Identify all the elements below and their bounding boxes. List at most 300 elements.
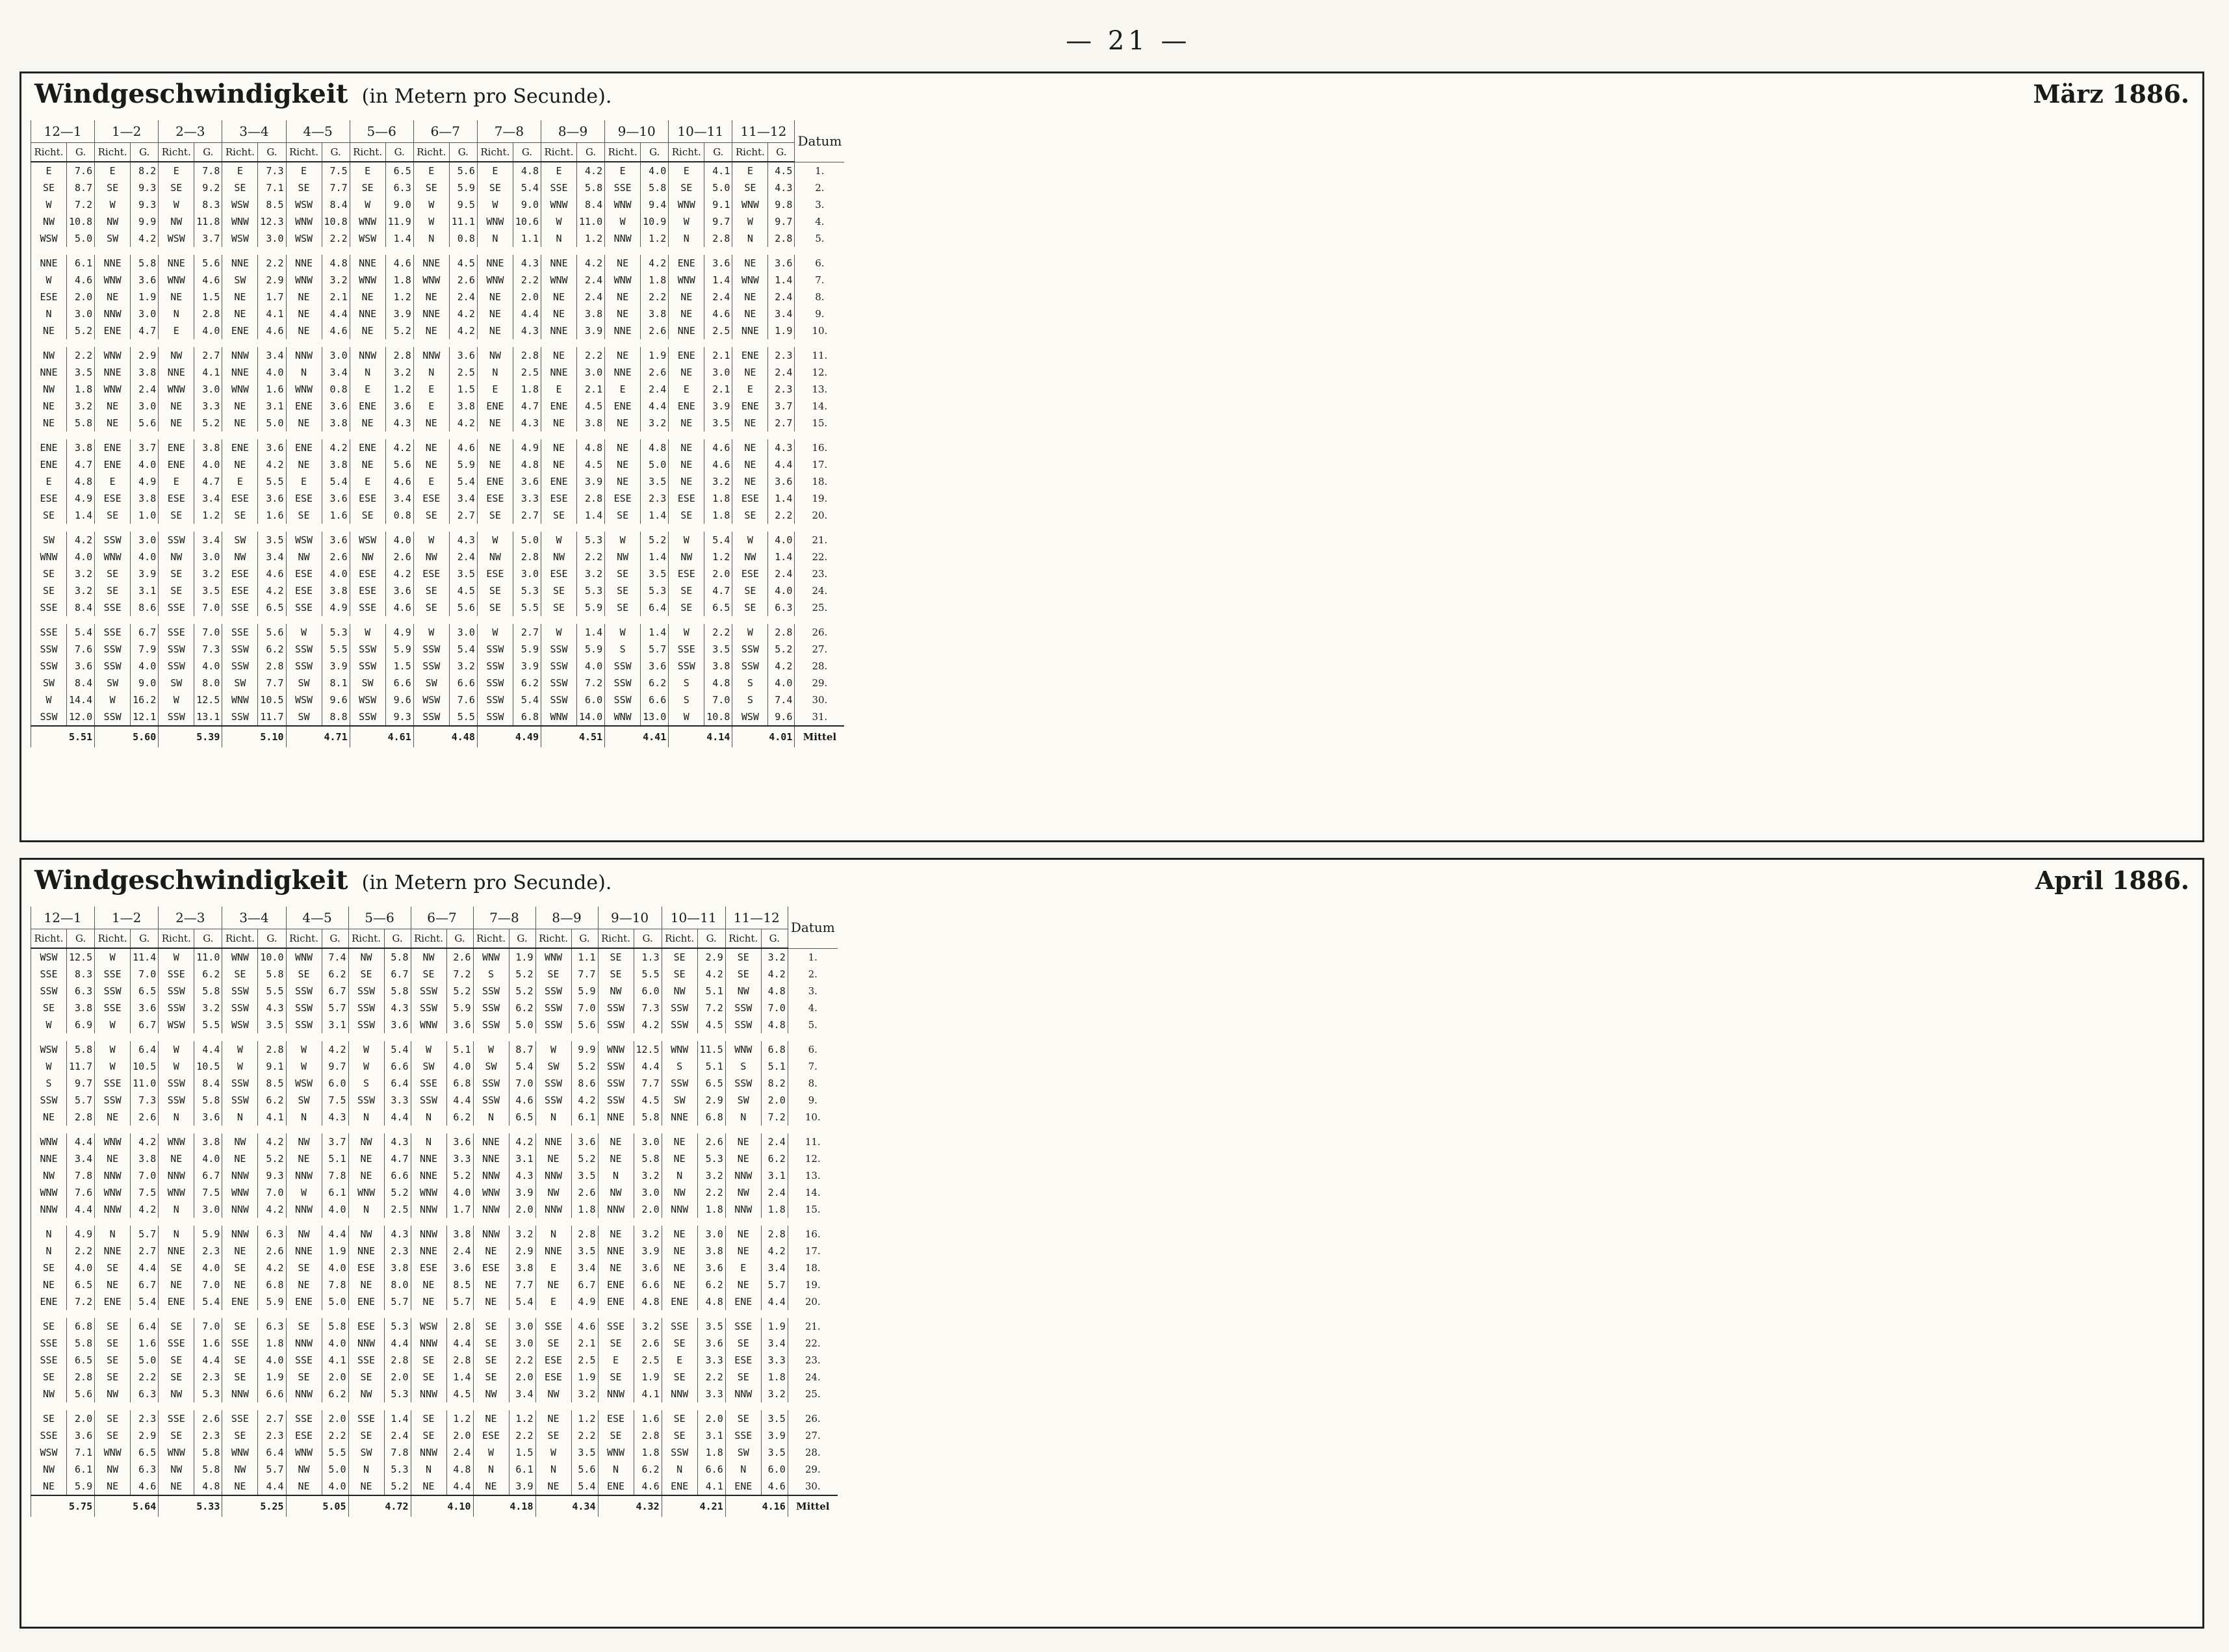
speed-cell: 5.0 xyxy=(322,1293,348,1310)
speed-cell: 3.6 xyxy=(704,255,732,272)
direction-cell: E xyxy=(669,162,704,179)
direction-cell: ENE xyxy=(662,1293,697,1310)
speed-cell: 7.6 xyxy=(67,162,95,179)
speed-cell: 5.0 xyxy=(131,1352,159,1369)
speed-cell: 4.8 xyxy=(513,162,541,179)
speed-cell: 4.8 xyxy=(761,983,788,1000)
speed-cell: 5.3 xyxy=(322,624,350,641)
speed-cell: 1.4 xyxy=(577,507,605,524)
direction-cell: N xyxy=(348,1461,384,1478)
direction-cell: SSW xyxy=(350,708,385,726)
speed-cell: 11.4 xyxy=(131,948,159,966)
direction-cell: NE xyxy=(605,347,641,364)
speed-cell: 1.8 xyxy=(697,1444,725,1461)
table-row xyxy=(31,347,845,364)
direction-cell: W xyxy=(286,1041,322,1058)
speed-cell: 4.6 xyxy=(704,456,732,473)
speed-cell: 5.4 xyxy=(131,1293,159,1310)
speed-cell: 5.5 xyxy=(322,641,350,658)
direction-cell: WNW xyxy=(222,1444,258,1461)
table-row xyxy=(31,532,845,549)
direction-cell: SSE xyxy=(222,1335,258,1352)
speed-cell: 3.4 xyxy=(194,532,222,549)
speed-cell: 4.2 xyxy=(322,1041,348,1058)
direction-cell: NW xyxy=(95,1386,131,1402)
speed-cell: 4.9 xyxy=(513,439,541,456)
speed-cell: 2.5 xyxy=(513,364,541,381)
speed-cell: 5.8 xyxy=(67,1041,95,1058)
speed-cell: 4.4 xyxy=(446,1335,473,1352)
table-row xyxy=(31,507,845,524)
direction-cell: NNE xyxy=(286,1243,322,1259)
speed-cell: 8.6 xyxy=(131,599,159,616)
direction-cell: NE xyxy=(725,1243,761,1259)
direction-cell: W xyxy=(31,691,67,708)
speed-cell: 9.8 xyxy=(768,196,795,213)
direction-cell: SW xyxy=(662,1092,697,1109)
direction-cell: WSW xyxy=(31,1444,67,1461)
speed-cell: 5.3 xyxy=(384,1461,411,1478)
direction-cell: WNW xyxy=(286,381,322,398)
speed-cell: 1.1 xyxy=(571,948,598,966)
speed-cell: 5.4 xyxy=(509,1293,535,1310)
speed-cell: 7.7 xyxy=(634,1075,662,1092)
speed-cell: 5.0 xyxy=(322,1461,348,1478)
date-cell: 22. xyxy=(795,549,845,565)
direction-cell: NW xyxy=(348,1133,384,1150)
speed-cell: 4.6 xyxy=(509,1092,535,1109)
direction-cell: NNW xyxy=(411,1386,446,1402)
date-cell: 5. xyxy=(795,230,845,247)
direction-cell: W xyxy=(541,213,577,230)
speed-cell: 4.4 xyxy=(446,1092,473,1109)
direction-cell: WNW xyxy=(95,1133,131,1150)
speed-cell: 2.5 xyxy=(571,1352,598,1369)
speed-cell: 1.8 xyxy=(571,1201,598,1218)
direction-cell: NW xyxy=(725,983,761,1000)
direction-cell: ESE xyxy=(477,565,513,582)
spacer-row xyxy=(31,1218,838,1226)
speed-cell: 1.9 xyxy=(761,1318,788,1335)
speed-cell: 10.5 xyxy=(194,1058,222,1075)
speed-cell: 4.2 xyxy=(761,966,788,983)
direction-cell: WSW xyxy=(222,1016,258,1033)
speed-cell: 3.7 xyxy=(768,398,795,415)
direction-cell: NW xyxy=(598,1184,634,1201)
direction-cell: SSE xyxy=(348,1352,384,1369)
direction-cell: NNW xyxy=(598,1386,634,1402)
direction-cell: NE xyxy=(348,1150,384,1167)
speed-cell: 4.8 xyxy=(194,1478,222,1495)
period-header: 3—4 xyxy=(222,907,286,929)
speed-cell: 2.9 xyxy=(697,1092,725,1109)
speed-cell: 4.0 xyxy=(258,1352,286,1369)
table-row xyxy=(31,1410,838,1427)
speed-cell: 3.4 xyxy=(322,364,350,381)
direction-cell: SSW xyxy=(222,1075,258,1092)
speed-cell: 3.6 xyxy=(322,532,350,549)
speed-cell: 4.0 xyxy=(194,658,222,675)
mittel-value: 4.71 xyxy=(286,726,350,747)
speed-cell: 6.6 xyxy=(641,691,669,708)
speed-cell: 2.8 xyxy=(634,1427,662,1444)
direction-cell: W xyxy=(95,1041,131,1058)
mittel-value: 5.05 xyxy=(286,1495,348,1517)
spacer-row xyxy=(31,524,845,532)
speed-cell: 7.9 xyxy=(131,641,159,658)
speed-cell: 5.4 xyxy=(513,179,541,196)
direction-cell: WSW xyxy=(286,691,322,708)
direction-cell: NW xyxy=(605,549,641,565)
speed-cell: 3.5 xyxy=(571,1444,598,1461)
direction-cell: N xyxy=(413,230,449,247)
speed-cell: 5.0 xyxy=(258,415,286,432)
speed-cell: 2.0 xyxy=(384,1369,411,1386)
direction-cell: SW xyxy=(286,708,322,726)
speed-cell: 3.9 xyxy=(131,565,159,582)
speed-cell: 3.0 xyxy=(322,347,350,364)
direction-cell: E xyxy=(413,381,449,398)
direction-cell: E xyxy=(31,473,67,490)
direction-cell: SE xyxy=(662,1335,697,1352)
direction-cell: N xyxy=(222,1109,258,1126)
direction-cell: SE xyxy=(473,1352,509,1369)
speed-cell: 5.6 xyxy=(194,255,222,272)
speed-cell: 4.0 xyxy=(446,1184,473,1201)
direction-cell: ESE xyxy=(286,582,322,599)
direction-cell: N xyxy=(669,230,704,247)
speed-cell: 9.0 xyxy=(513,196,541,213)
direction-cell: ESE xyxy=(411,1259,446,1276)
direction-cell: SSW xyxy=(541,675,577,691)
speed-cell: 2.0 xyxy=(704,565,732,582)
direction-cell: NNE xyxy=(535,1243,571,1259)
date-cell: 24. xyxy=(788,1369,838,1386)
direction-cell: ENE xyxy=(31,1293,67,1310)
speed-cell: 10.8 xyxy=(704,708,732,726)
direction-cell: ESE xyxy=(222,490,258,507)
speed-cell: 5.9 xyxy=(194,1226,222,1243)
direction-cell: ENE xyxy=(222,1293,258,1310)
direction-cell: NE xyxy=(669,473,704,490)
speed-cell: 3.2 xyxy=(385,364,413,381)
speed-cell: 7.2 xyxy=(697,1000,725,1016)
date-cell: 12. xyxy=(788,1150,838,1167)
march-title: Windgeschwindigkeit xyxy=(34,79,348,109)
direction-cell: NNW xyxy=(222,1226,258,1243)
mittel-value: 5.60 xyxy=(95,726,159,747)
direction-cell: SE xyxy=(413,599,449,616)
direction-cell: SSW xyxy=(31,983,67,1000)
direction-cell: SSW xyxy=(286,641,322,658)
table-row xyxy=(31,599,845,616)
speed-cell: 1.7 xyxy=(258,289,286,305)
table-row xyxy=(31,255,845,272)
direction-cell: NE xyxy=(159,415,194,432)
speed-cell: 2.9 xyxy=(509,1243,535,1259)
direction-cell: SSW xyxy=(286,983,322,1000)
speed-cell: 4.3 xyxy=(513,415,541,432)
direction-cell: SSE xyxy=(95,624,131,641)
speed-cell: 6.1 xyxy=(67,255,95,272)
direction-cell: NE xyxy=(477,456,513,473)
direction-cell: ENE xyxy=(286,439,322,456)
mittel-value: 5.25 xyxy=(222,1495,286,1517)
speed-cell: 4.2 xyxy=(449,322,477,339)
april-period-header-row xyxy=(31,907,838,929)
speed-cell: 7.0 xyxy=(509,1075,535,1092)
table-row xyxy=(31,691,845,708)
mittel-value: 4.41 xyxy=(605,726,669,747)
direction-cell: NE xyxy=(31,398,67,415)
direction-cell: W xyxy=(541,624,577,641)
speed-cell: 4.2 xyxy=(131,1201,159,1218)
speed-cell: 9.5 xyxy=(449,196,477,213)
direction-cell: SSW xyxy=(348,1016,384,1033)
direction-cell: NE xyxy=(477,439,513,456)
speed-cell: 1.2 xyxy=(641,230,669,247)
spacer-cell xyxy=(31,1402,838,1410)
speed-cell: 2.8 xyxy=(571,1226,598,1243)
spacer-cell xyxy=(31,1033,838,1041)
direction-cell: NE xyxy=(535,1410,571,1427)
direction-cell: W xyxy=(732,213,768,230)
direction-cell: NE xyxy=(286,305,322,322)
direction-cell: SSW xyxy=(222,1000,258,1016)
richt-header: Richt. xyxy=(350,143,385,162)
direction-cell: SE xyxy=(31,1369,67,1386)
direction-cell: E xyxy=(222,473,258,490)
speed-cell: 7.2 xyxy=(446,966,473,983)
direction-cell: W xyxy=(31,1058,67,1075)
date-cell: 16. xyxy=(788,1226,838,1243)
date-cell: 25. xyxy=(788,1386,838,1402)
direction-cell: SE xyxy=(159,582,194,599)
direction-cell: NNW xyxy=(662,1386,697,1402)
direction-cell: WNW xyxy=(95,347,131,364)
speed-cell: 3.6 xyxy=(131,272,159,289)
speed-cell: 6.5 xyxy=(131,1444,159,1461)
speed-cell: 7.5 xyxy=(131,1184,159,1201)
speed-cell: 2.2 xyxy=(322,1427,348,1444)
speed-cell: 3.1 xyxy=(258,398,286,415)
direction-cell: S xyxy=(348,1075,384,1092)
speed-cell: 1.9 xyxy=(768,322,795,339)
direction-cell: SW xyxy=(348,1444,384,1461)
direction-cell: SE xyxy=(535,1335,571,1352)
speed-cell: 3.2 xyxy=(67,565,95,582)
speed-cell: 1.6 xyxy=(131,1335,159,1352)
direction-cell: WNW xyxy=(222,381,258,398)
direction-cell: E xyxy=(350,381,385,398)
direction-cell: WNW xyxy=(31,549,67,565)
speed-cell: 5.9 xyxy=(577,641,605,658)
direction-cell: SSW xyxy=(477,641,513,658)
direction-cell: NE xyxy=(477,289,513,305)
direction-cell: SE xyxy=(725,1335,761,1352)
direction-cell: WNW xyxy=(159,1444,194,1461)
speed-cell: 2.4 xyxy=(641,381,669,398)
speed-cell: 5.8 xyxy=(641,179,669,196)
speed-cell: 2.2 xyxy=(131,1369,159,1386)
richt-header: Richt. xyxy=(732,143,768,162)
table-row xyxy=(31,289,845,305)
direction-cell: SSW xyxy=(159,1075,194,1092)
speed-cell: 0.8 xyxy=(385,507,413,524)
speed-cell: 4.2 xyxy=(449,415,477,432)
direction-cell: SSE xyxy=(159,1410,194,1427)
date-cell: 17. xyxy=(788,1243,838,1259)
speed-cell: 7.6 xyxy=(67,641,95,658)
speed-cell: 2.4 xyxy=(768,289,795,305)
speed-cell: 3.2 xyxy=(634,1318,662,1335)
speed-cell: 4.8 xyxy=(577,439,605,456)
speed-cell: 10.8 xyxy=(67,213,95,230)
direction-cell: SSE xyxy=(535,1318,571,1335)
direction-cell: SW xyxy=(413,675,449,691)
speed-cell: 2.9 xyxy=(131,347,159,364)
speed-cell: 1.2 xyxy=(194,507,222,524)
mittel-value: 4.72 xyxy=(348,1495,411,1517)
speed-cell: 4.7 xyxy=(384,1150,411,1167)
direction-cell: SE xyxy=(95,179,131,196)
direction-cell: NW xyxy=(222,1133,258,1150)
table-row xyxy=(31,1318,838,1335)
speed-cell: 3.6 xyxy=(258,490,286,507)
period-header: 10—11 xyxy=(662,907,725,929)
table-row xyxy=(31,439,845,456)
direction-cell: SW xyxy=(535,1058,571,1075)
direction-cell: ENE xyxy=(159,439,194,456)
g-header: G. xyxy=(194,929,222,949)
speed-cell: 4.8 xyxy=(761,1016,788,1033)
direction-cell: ESE xyxy=(159,490,194,507)
speed-cell: 9.4 xyxy=(641,196,669,213)
direction-cell: W xyxy=(535,1444,571,1461)
mittel-value: 4.48 xyxy=(413,726,477,747)
speed-cell: 2.9 xyxy=(131,1427,159,1444)
direction-cell: NNW xyxy=(95,1201,131,1218)
period-header: 9—10 xyxy=(605,120,669,143)
direction-cell: NE xyxy=(477,322,513,339)
direction-cell: ESE xyxy=(598,1410,634,1427)
speed-cell: 3.3 xyxy=(697,1386,725,1402)
speed-cell: 3.5 xyxy=(761,1444,788,1461)
speed-cell: 3.5 xyxy=(571,1243,598,1259)
direction-cell: NE xyxy=(286,289,322,305)
direction-cell: NE xyxy=(662,1259,697,1276)
direction-cell: ENE xyxy=(159,1293,194,1310)
direction-cell: ESE xyxy=(732,565,768,582)
direction-cell: NNE xyxy=(541,364,577,381)
direction-cell: E xyxy=(732,381,768,398)
speed-cell: 5.6 xyxy=(258,624,286,641)
speed-cell: 3.9 xyxy=(761,1427,788,1444)
speed-cell: 8.3 xyxy=(194,196,222,213)
speed-cell: 9.7 xyxy=(322,1058,348,1075)
direction-cell: NE xyxy=(222,289,258,305)
speed-cell: 8.4 xyxy=(577,196,605,213)
direction-cell: SE xyxy=(411,1352,446,1369)
speed-cell: 6.5 xyxy=(697,1075,725,1092)
direction-cell: NNW xyxy=(413,347,449,364)
speed-cell: 2.3 xyxy=(194,1427,222,1444)
speed-cell: 3.0 xyxy=(509,1335,535,1352)
speed-cell: 4.6 xyxy=(258,565,286,582)
speed-cell: 8.2 xyxy=(761,1075,788,1092)
speed-cell: 4.6 xyxy=(634,1478,662,1495)
date-cell: 10. xyxy=(795,322,845,339)
speed-cell: 4.6 xyxy=(67,272,95,289)
direction-cell: N xyxy=(350,364,385,381)
speed-cell: 2.0 xyxy=(322,1410,348,1427)
date-cell: 29. xyxy=(788,1461,838,1478)
direction-cell: NE xyxy=(286,1478,322,1495)
speed-cell: 3.4 xyxy=(258,347,286,364)
direction-cell: SSW xyxy=(477,691,513,708)
speed-cell: 12.5 xyxy=(67,948,95,966)
direction-cell: NE xyxy=(605,255,641,272)
speed-cell: 2.7 xyxy=(768,415,795,432)
speed-cell: 4.4 xyxy=(131,1259,159,1276)
direction-cell: SSW xyxy=(95,658,131,675)
speed-cell: 3.9 xyxy=(577,322,605,339)
speed-cell: 1.2 xyxy=(385,289,413,305)
speed-cell: 5.8 xyxy=(194,1461,222,1478)
datum-header: Datum xyxy=(788,907,838,948)
speed-cell: 3.9 xyxy=(577,473,605,490)
direction-cell: NNE xyxy=(31,1150,67,1167)
direction-cell: N xyxy=(662,1461,697,1478)
direction-cell: NNW xyxy=(350,347,385,364)
direction-cell: ESE xyxy=(348,1259,384,1276)
direction-cell: N xyxy=(286,1109,322,1126)
speed-cell: 11.9 xyxy=(385,213,413,230)
speed-cell: 4.4 xyxy=(258,1478,286,1495)
speed-cell: 6.2 xyxy=(513,675,541,691)
speed-cell: 8.3 xyxy=(67,966,95,983)
direction-cell: SSW xyxy=(725,1000,761,1016)
speed-cell: 2.1 xyxy=(577,381,605,398)
g-header: G. xyxy=(513,143,541,162)
table-row xyxy=(31,381,845,398)
date-cell: 23. xyxy=(788,1352,838,1369)
speed-cell: 7.3 xyxy=(131,1092,159,1109)
speed-cell: 7.0 xyxy=(131,966,159,983)
speed-cell: 3.6 xyxy=(697,1259,725,1276)
direction-cell: NE xyxy=(348,1167,384,1184)
speed-cell: 1.8 xyxy=(697,1201,725,1218)
direction-cell: N xyxy=(159,1109,194,1126)
direction-cell: WNW xyxy=(222,691,258,708)
speed-cell: 6.1 xyxy=(571,1109,598,1126)
direction-cell: NE xyxy=(95,289,131,305)
speed-cell: 4.2 xyxy=(577,162,605,179)
direction-cell: SE xyxy=(286,966,322,983)
speed-cell: 5.8 xyxy=(194,983,222,1000)
speed-cell: 4.0 xyxy=(446,1058,473,1075)
speed-cell: 3.6 xyxy=(634,1259,662,1276)
direction-cell: ENE xyxy=(31,456,67,473)
direction-cell: SE xyxy=(411,1410,446,1427)
speed-cell: 5.2 xyxy=(768,641,795,658)
speed-cell: 16.2 xyxy=(131,691,159,708)
direction-cell: SW xyxy=(286,1092,322,1109)
direction-cell: SSW xyxy=(662,1075,697,1092)
direction-cell: SSE xyxy=(159,599,194,616)
speed-cell: 4.4 xyxy=(322,305,350,322)
april-table-section xyxy=(19,858,2204,1629)
